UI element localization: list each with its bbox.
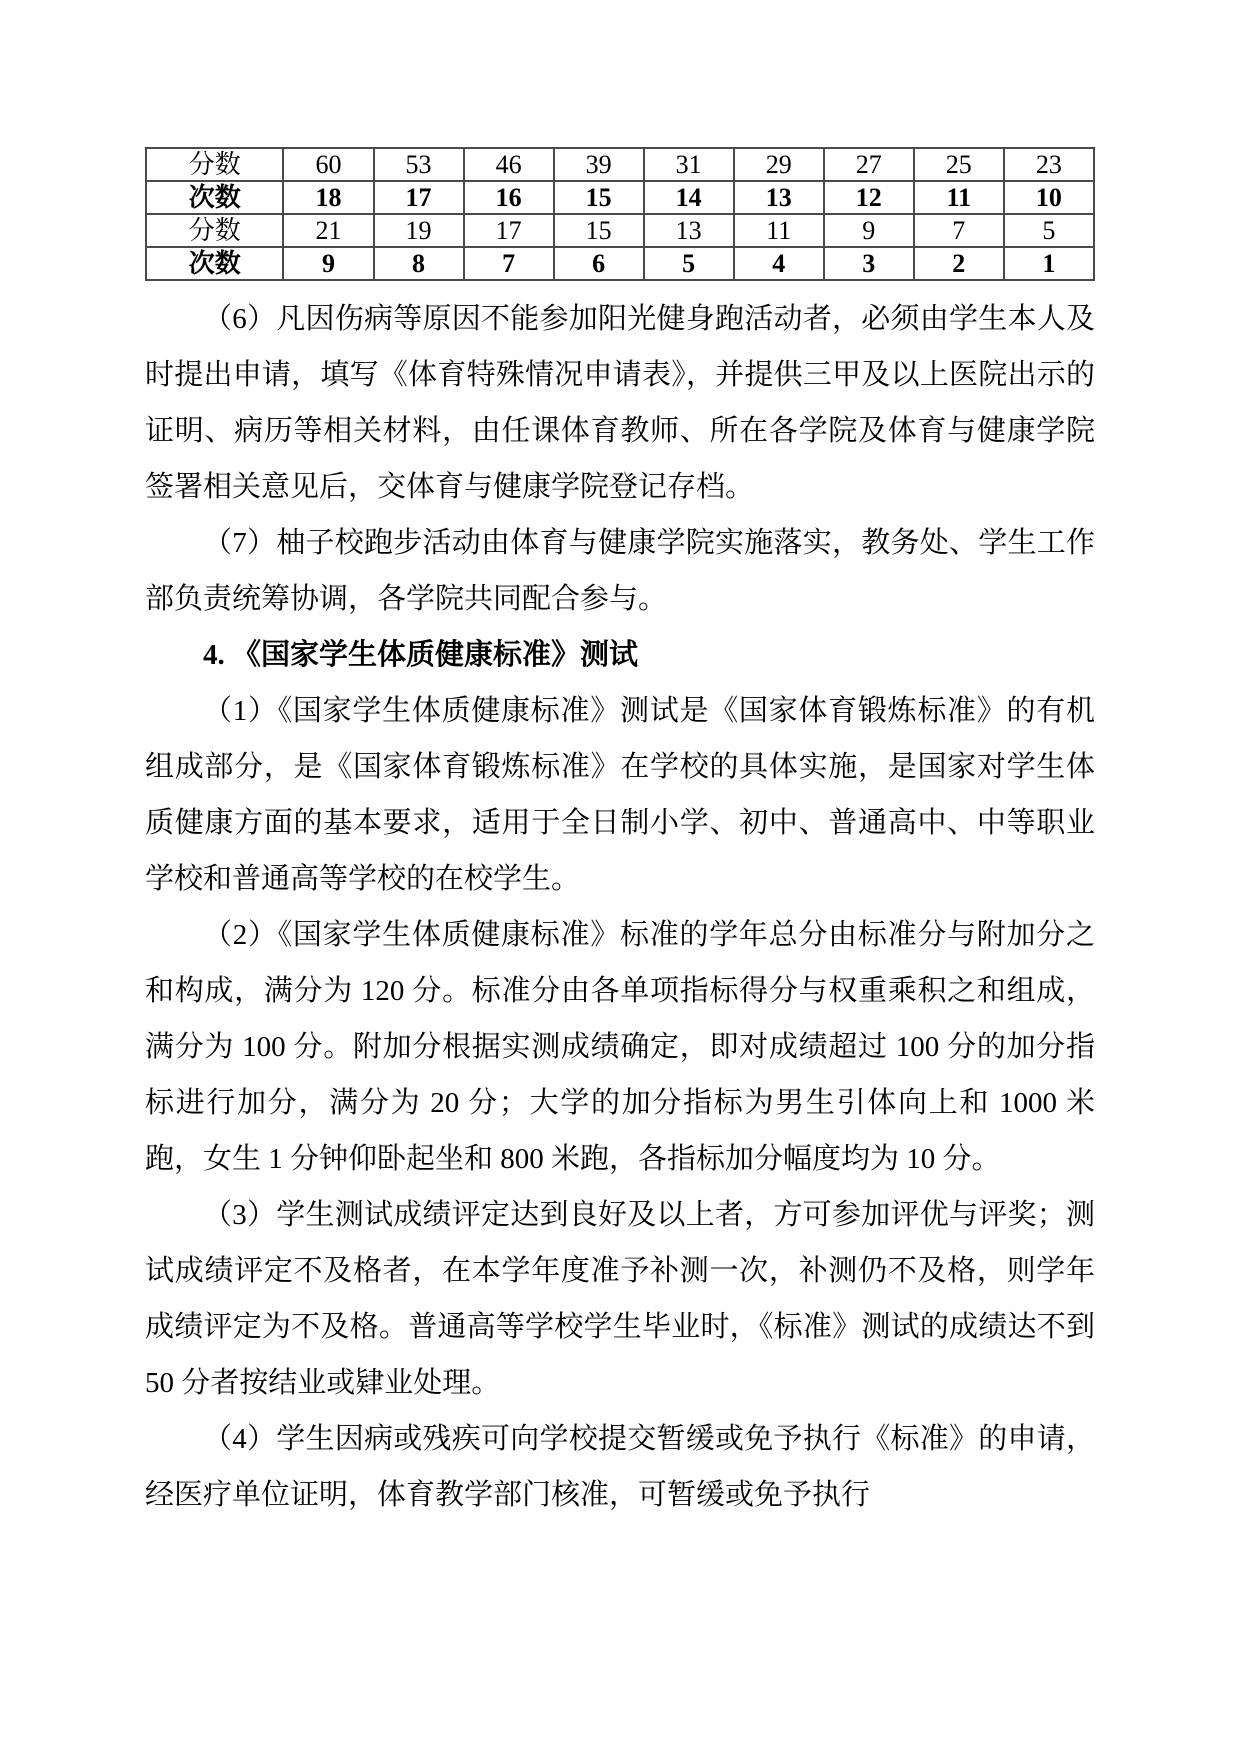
table-cell: 17	[374, 181, 464, 214]
table-cell: 3	[824, 247, 914, 280]
table-row	[146, 181, 1094, 214]
table-cell: 31	[644, 148, 734, 181]
score-table	[145, 147, 1095, 281]
table-cell: 6	[554, 247, 644, 280]
table-cell: 18	[283, 181, 373, 214]
row-label: 分数	[146, 214, 283, 247]
row-label: 次数	[146, 181, 283, 214]
table-cell: 5	[644, 247, 734, 280]
table-cell: 7	[464, 247, 554, 280]
document-content	[145, 147, 1095, 1523]
table-row	[146, 214, 1094, 247]
table-cell: 17	[464, 214, 554, 247]
table-cell: 11	[914, 181, 1004, 214]
table-cell: 10	[1004, 181, 1094, 214]
table-cell: 60	[283, 148, 373, 181]
paragraph: （7）柚子校跑步活动由体育与健康学院实施落实，教务处、学生工作部负责统筹协调，各学院共同配合参与。	[145, 527, 1095, 615]
table-cell: 4	[734, 247, 824, 280]
document-body	[145, 291, 1095, 1523]
paragraph: （6）凡因伤病等原因不能参加阳光健身跑活动者，必须由学生本人及时提出申请，填写《体育特殊情况申请表》，并提供三甲及以上医院出示的证明、病历等相关材料，由任课体育教师、所在各学院及体育与健康学院签署相关意见后，交体育与健康学院登记存档。	[145, 303, 1095, 503]
table-cell: 1	[1004, 247, 1094, 280]
table-cell: 46	[464, 148, 554, 181]
paragraph: （1）《国家学生体质健康标准》测试是《国家体育锻炼标准》的有机组成部分，是《国家体育锻炼标准》在学校的具体实施，是国家对学生体质健康方面的基本要求，适用于全日制小学、初中、普通高中、中等职业学校和普通高等学校的在校学生。	[145, 695, 1095, 895]
table-cell: 9	[824, 214, 914, 247]
table-cell: 53	[374, 148, 464, 181]
table-cell: 25	[914, 148, 1004, 181]
table-cell: 7	[914, 214, 1004, 247]
table-cell: 15	[554, 214, 644, 247]
paragraph: （3）学生测试成绩评定达到良好及以上者，方可参加评优与评奖；测试成绩评定不及格者，在本学年度准予补测一次，补测仍不及格，则学年成绩评定为不及格。普通高等学校学生毕业时，《标准》测试的成绩达不到 50 分者按结业或肄业处理。	[145, 1199, 1095, 1399]
table-row	[146, 148, 1094, 181]
table-cell: 13	[644, 214, 734, 247]
paragraph: （2）《国家学生体质健康标准》标准的学年总分由标准分与附加分之和构成，满分为 120 分。标准分由各单项指标得分与权重乘积之和组成，满分为 100 分。附加分根据实测成绩确定，即对成绩超过 100 分的加分指标进行加分，满分为 20 分；大学的加分指标为男生引体向上和 1000 米跑，女生 1 分钟仰卧起坐和 800 米跑，各指标加分幅度均为 10 分。	[145, 919, 1095, 1175]
section-heading: 4. 《国家学生体质健康标准》测试	[203, 639, 639, 671]
table-cell: 16	[464, 181, 554, 214]
table-cell: 14	[644, 181, 734, 214]
table-cell: 15	[554, 181, 644, 214]
table-cell: 8	[374, 247, 464, 280]
table-cell: 13	[734, 181, 824, 214]
table-cell: 5	[1004, 214, 1094, 247]
row-label: 分数	[146, 148, 283, 181]
table-cell: 23	[1004, 148, 1094, 181]
table-cell: 39	[554, 148, 644, 181]
table-cell: 21	[283, 214, 373, 247]
table-cell: 2	[914, 247, 1004, 280]
table-cell: 9	[283, 247, 373, 280]
row-label: 次数	[146, 247, 283, 280]
table-cell: 11	[734, 214, 824, 247]
table-cell: 29	[734, 148, 824, 181]
table-row	[146, 247, 1094, 280]
table-cell: 19	[374, 214, 464, 247]
paragraph: （4）学生因病或残疾可向学校提交暂缓或免予执行《标准》的申请，经医疗单位证明，体育教学部门核准，可暂缓或免予执行	[145, 1423, 1095, 1511]
score-table-body	[146, 148, 1094, 280]
table-cell: 27	[824, 148, 914, 181]
table-cell: 12	[824, 181, 914, 214]
